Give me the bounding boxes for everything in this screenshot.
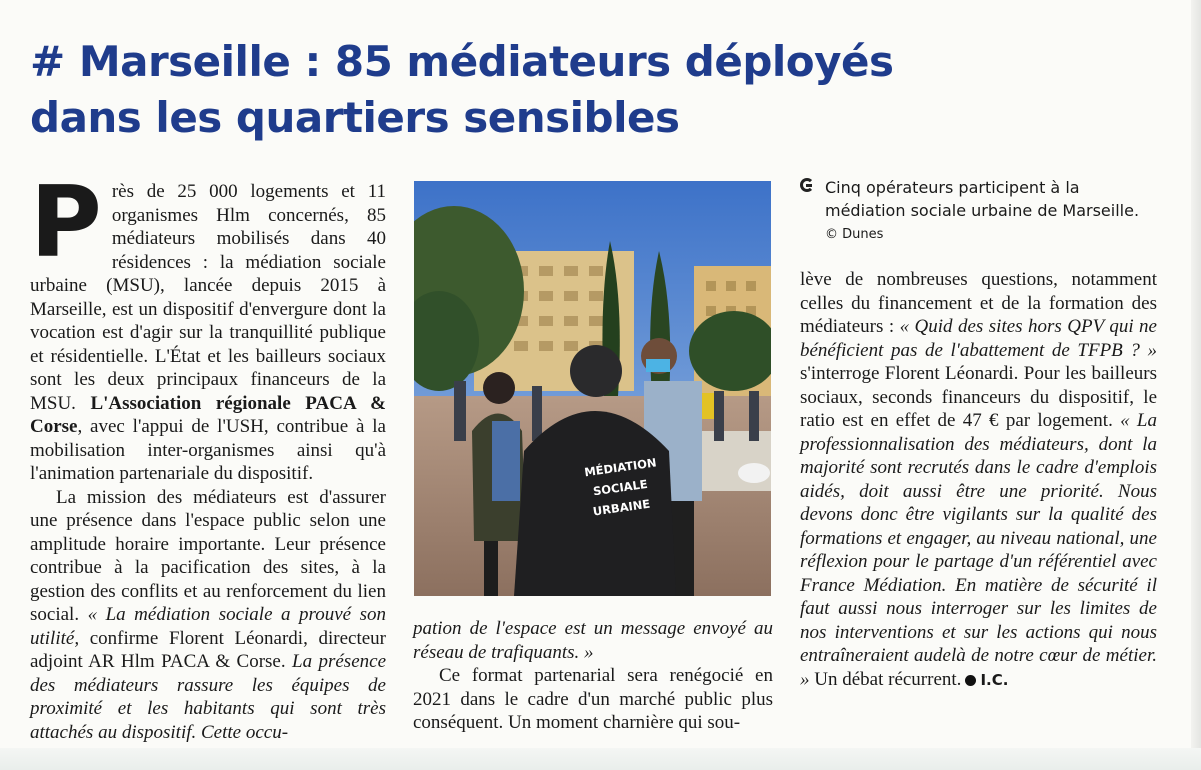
intro-text: rès de 25 000 logements et 11 organismes Hlm concernés, 85 médiateurs mobilisés dans 40 résidences : la médiation sociale urbaine (MSU), lancée depuis 2015 à Marseille, est un dispositif d'envergure dont la vocation est d'agir sur la tranquillité publique et résidentielle. L'État et les bailleurs sociaux sont les deux principaux financeurs de la MSU. bbox=[30, 181, 386, 414]
quote-end: pation de l'espace est un message envoyé au réseau de trafiquants. » bbox=[413, 618, 773, 663]
caption-text: Cinq opérateurs participent à la médiation sociale urbaine de Marseille. bbox=[825, 178, 1140, 220]
jacket-text-1: MÉDIATION bbox=[583, 455, 658, 480]
article-headline bbox=[30, 34, 1030, 146]
article-photo bbox=[414, 181, 771, 596]
quote-professionalisation: « La professionnalisation des médiateurs, dont la majorité sont recrutés dans le cadre d'emplois aidés, doit aussi être une priorité. Nous devons donc être vigilants sur la qualité des formations et engager, au niveau national, une réflexion pour le partage d'un référentiel avec France Médiation. En matière de sécurité il faut aussi nous interroger sur les limites de nos interventions et sur les actions qui nous entraîneraient audelà de notre cœur de métier. » bbox=[800, 410, 1157, 690]
photo-caption bbox=[800, 176, 1160, 242]
page-bottom-band bbox=[0, 748, 1201, 770]
caption-arrow-icon bbox=[800, 178, 814, 192]
article-column-2 bbox=[413, 617, 773, 735]
photo-credit: © Dunes bbox=[825, 227, 884, 242]
quote-qpv: « Quid des sites hors QPV qui ne bénéficient pas de l'abattement de TFPB ? » bbox=[800, 316, 1157, 361]
drop-cap: P bbox=[30, 166, 102, 280]
mission-text: La mission des médiateurs est d'assurer une présence dans l'espace public selon une amplitude horaire importante. Leur présence contribue à la pacification des sites, à la gestion des conflits et au renforcement du lien social. bbox=[30, 486, 386, 625]
end-mark-icon bbox=[965, 675, 976, 686]
headline-line-2: dans les quartiers sensibles bbox=[30, 93, 680, 142]
headline-line-1: # Marseille : 85 médiateurs déployés bbox=[30, 37, 894, 86]
jacket-text-3: URBAINE bbox=[591, 496, 651, 519]
jacket-text-2: SOCIALE bbox=[592, 476, 649, 499]
paragraph-intro bbox=[30, 166, 386, 486]
attribution-text: confirme Florent Léonardi, directeur adjoint AR Hlm PACA & Corse. bbox=[30, 627, 386, 672]
article-column-3 bbox=[800, 268, 1157, 692]
quote-continued: La présence des médiateurs rassure les équipes de proximité et les habitants qui sont très attachés au dispositif. Cette occu- bbox=[30, 651, 386, 743]
association-name: L'Association régionale PACA & Corse bbox=[30, 392, 386, 437]
questions-text: lève de nombreuses questions, notamment celles du financement et de la formation des médiateurs : bbox=[800, 269, 1157, 337]
paragraph-mission bbox=[30, 486, 386, 745]
closing-text: Un débat récurrent. bbox=[809, 668, 962, 690]
intro-text-end: , avec l'appui de l'USH, contribue à la mobilisation inter-organismes ainsi qu'à l'animation partenariale du dispositif. bbox=[30, 416, 386, 484]
article-column-1 bbox=[30, 166, 386, 744]
funding-text: s'interroge Florent Léonardi. Pour les bailleurs sociaux, seconds financeurs du dispositif, le ratio est en effet de 47 € par logement. bbox=[800, 363, 1157, 431]
paragraph-quote-end bbox=[413, 617, 773, 664]
author-initials: I.C. bbox=[980, 670, 1009, 689]
paragraph-questions bbox=[800, 268, 1157, 692]
page-edge bbox=[1191, 0, 1201, 770]
paragraph-renegotiation: Ce format partenarial sera renégocié en 2021 dans le cadre d'un marché public plus conséquent. Un moment charnière qui sou- bbox=[413, 665, 773, 733]
quote-start: « La médiation sociale a prouvé son utilité, bbox=[30, 604, 386, 649]
